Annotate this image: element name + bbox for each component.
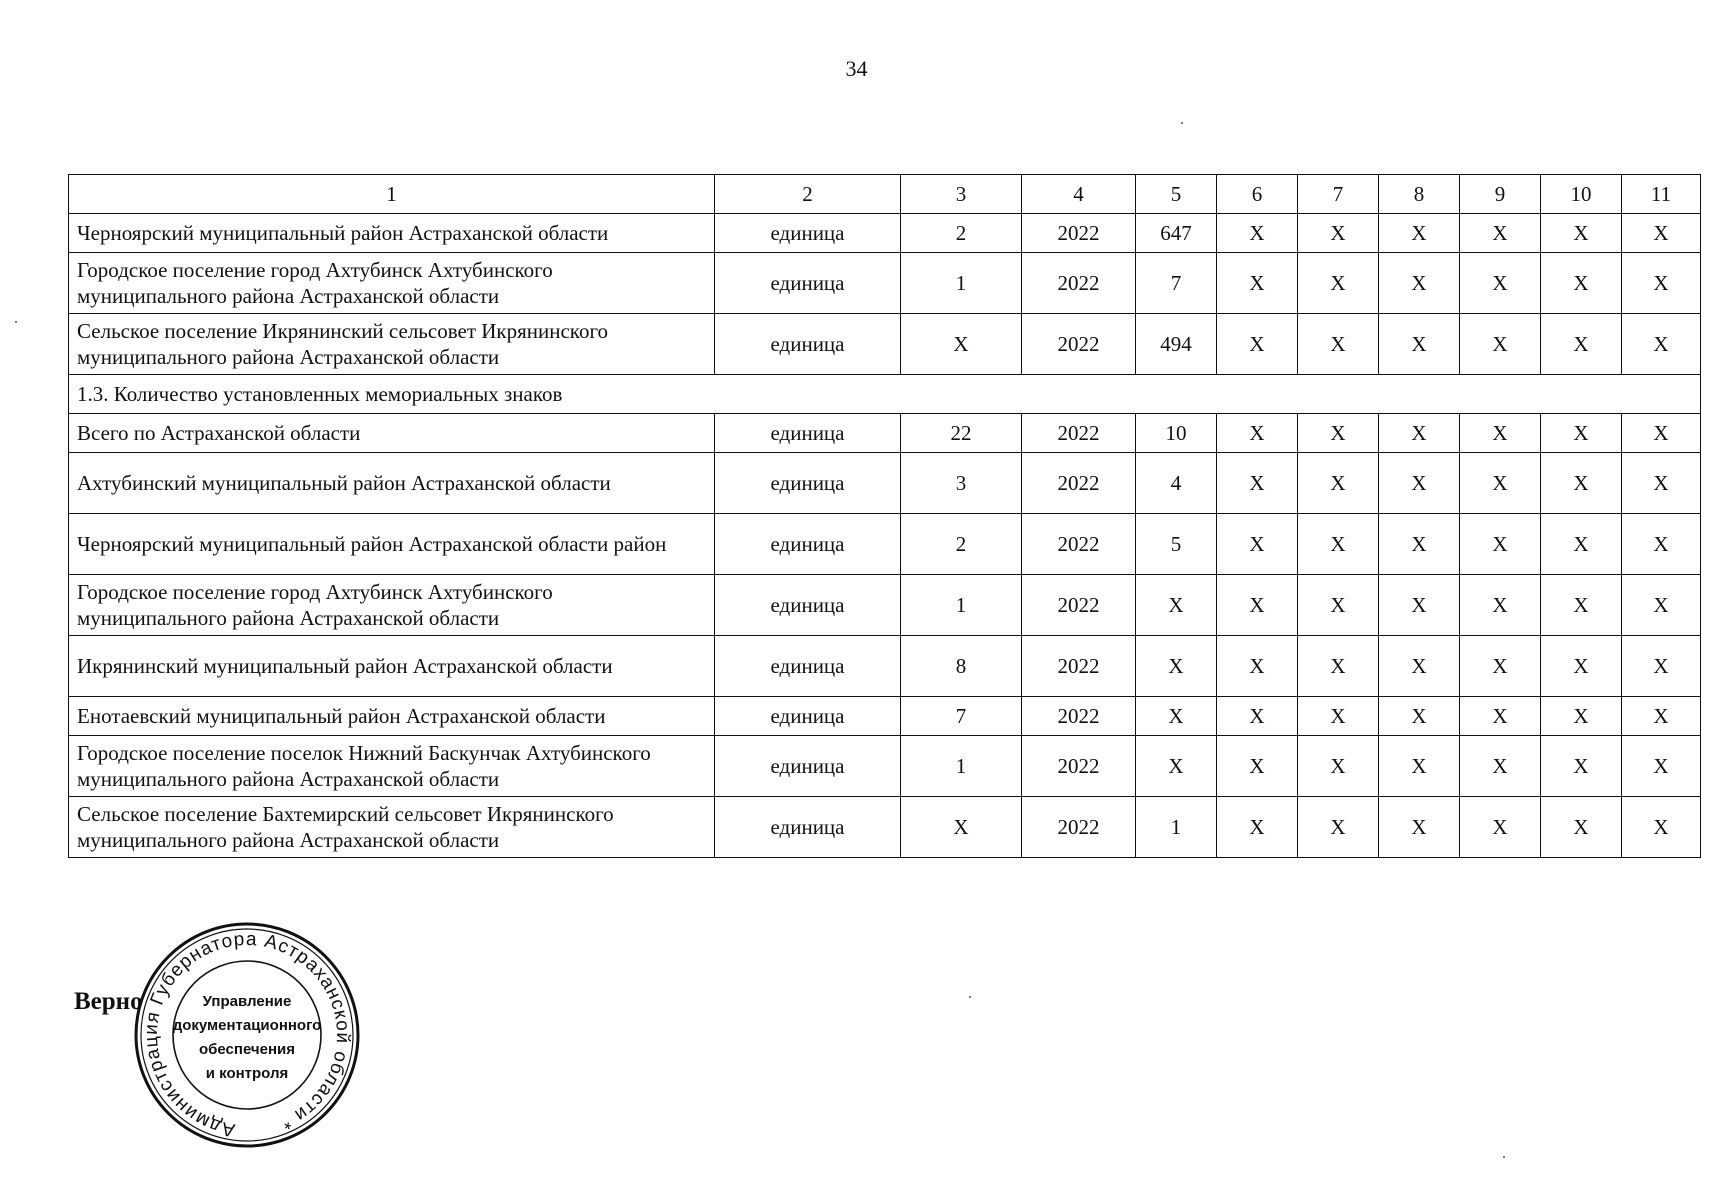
row-name: Сельское поселение Икрянинский сельсовет Икрянинского муниципального района Астраханской области (69, 314, 715, 375)
table-row (69, 575, 1701, 636)
row-cell: Х (1460, 253, 1541, 314)
seal-center-line: и контроля (205, 1065, 289, 1082)
row-cell: Х (1379, 214, 1460, 253)
row-cell: Х (1298, 414, 1379, 453)
row-cell: Х (1217, 453, 1298, 514)
row-cell: Х (1379, 414, 1460, 453)
row-name: Енотаевский муниципальный район Астраханской области (69, 697, 715, 736)
scan-speck (15, 321, 17, 323)
row-cell: Х (1541, 214, 1622, 253)
row-cell: Х (1622, 414, 1701, 453)
row-cell: Х (1622, 736, 1701, 797)
row-cell: Х (901, 797, 1022, 858)
table-row (69, 453, 1701, 514)
row-cell: Х (1217, 214, 1298, 253)
row-cell: 1 (901, 253, 1022, 314)
row-cell: 2 (901, 514, 1022, 575)
row-cell: Х (1460, 575, 1541, 636)
row-cell: Х (1460, 514, 1541, 575)
row-cell: Х (1622, 514, 1701, 575)
row-cell: Х (1541, 314, 1622, 375)
row-cell: 1 (901, 575, 1022, 636)
row-name: Черноярский муниципальный район Астраханской области район (69, 514, 715, 575)
row-cell: Х (1541, 575, 1622, 636)
row-cell: Х (1460, 797, 1541, 858)
row-unit: единица (715, 736, 901, 797)
row-cell: Х (1379, 697, 1460, 736)
row-cell: Х (1136, 575, 1217, 636)
row-cell: Х (1379, 575, 1460, 636)
row-cell: 7 (901, 697, 1022, 736)
row-cell: Х (1622, 253, 1701, 314)
header-cell: 9 (1460, 175, 1541, 214)
row-cell: Х (1379, 636, 1460, 697)
row-cell: Х (1217, 314, 1298, 375)
row-cell: Х (1541, 414, 1622, 453)
row-cell: Х (1136, 636, 1217, 697)
table-row (69, 414, 1701, 453)
row-cell: 2022 (1022, 253, 1136, 314)
row-cell: Х (1460, 697, 1541, 736)
row-unit: единица (715, 636, 901, 697)
row-cell: Х (1460, 314, 1541, 375)
row-unit: единица (715, 414, 901, 453)
scan-speck (1181, 122, 1183, 124)
table-row (69, 736, 1701, 797)
row-cell: Х (901, 314, 1022, 375)
row-name: Ахтубинский муниципальный район Астраханской области (69, 453, 715, 514)
row-cell: Х (1298, 697, 1379, 736)
row-cell: Х (1298, 453, 1379, 514)
row-cell: Х (1622, 797, 1701, 858)
row-name: Икрянинский муниципальный район Астраханской области (69, 636, 715, 697)
row-cell: Х (1622, 636, 1701, 697)
row-cell: Х (1217, 636, 1298, 697)
row-cell: 3 (901, 453, 1022, 514)
row-cell: Х (1136, 736, 1217, 797)
header-cell: 1 (69, 175, 715, 214)
seal-ring-text: Администрация Губернатора Астраханской области * (140, 928, 354, 1141)
row-unit: единица (715, 797, 901, 858)
row-cell: 2022 (1022, 575, 1136, 636)
row-name: Городское поселение город Ахтубинск Ахтубинского муниципального района Астраханской области (69, 253, 715, 314)
header-cell: 5 (1136, 175, 1217, 214)
row-cell: 494 (1136, 314, 1217, 375)
row-cell: Х (1541, 697, 1622, 736)
row-cell: 2022 (1022, 514, 1136, 575)
header-cell: 7 (1298, 175, 1379, 214)
row-cell: 22 (901, 414, 1022, 453)
row-cell: 5 (1136, 514, 1217, 575)
row-cell: Х (1379, 736, 1460, 797)
row-cell: 2022 (1022, 636, 1136, 697)
row-cell: Х (1217, 253, 1298, 314)
table-row (69, 214, 1701, 253)
header-cell: 2 (715, 175, 901, 214)
page-number: 34 (845, 56, 868, 81)
row-cell: Х (1217, 736, 1298, 797)
header-cell: 6 (1217, 175, 1298, 214)
row-cell: 1 (1136, 797, 1217, 858)
row-cell: 10 (1136, 414, 1217, 453)
row-unit: единица (715, 253, 901, 314)
row-cell: 2022 (1022, 214, 1136, 253)
data-table (68, 174, 1701, 858)
header-cell: 11 (1622, 175, 1701, 214)
row-cell: Х (1379, 453, 1460, 514)
signature-label: Верно (74, 988, 143, 1015)
header-row (69, 175, 1701, 214)
row-cell: Х (1622, 575, 1701, 636)
row-cell: Х (1298, 736, 1379, 797)
row-cell: Х (1541, 736, 1622, 797)
header-cell: 8 (1379, 175, 1460, 214)
row-cell: Х (1460, 453, 1541, 514)
table-row (69, 797, 1701, 858)
row-cell: 2022 (1022, 414, 1136, 453)
row-cell: Х (1379, 253, 1460, 314)
row-name: Черноярский муниципальный район Астраханской области (69, 214, 715, 253)
row-unit: единица (715, 575, 901, 636)
row-cell: Х (1541, 514, 1622, 575)
row-cell: Х (1460, 214, 1541, 253)
row-cell: Х (1460, 414, 1541, 453)
section-row (69, 375, 1701, 414)
row-cell: Х (1217, 575, 1298, 636)
row-cell: 4 (1136, 453, 1217, 514)
row-cell: Х (1298, 214, 1379, 253)
row-cell: 2022 (1022, 453, 1136, 514)
row-cell: Х (1379, 514, 1460, 575)
seal-center-line: Управление (202, 993, 292, 1010)
row-cell: 2022 (1022, 736, 1136, 797)
row-unit: единица (715, 514, 901, 575)
row-cell: Х (1379, 314, 1460, 375)
row-cell: Х (1217, 797, 1298, 858)
row-unit: единица (715, 314, 901, 375)
row-cell: Х (1541, 453, 1622, 514)
scan-speck (969, 996, 971, 998)
row-cell: Х (1622, 453, 1701, 514)
header-cell: 3 (901, 175, 1022, 214)
table-row (69, 514, 1701, 575)
row-cell: 8 (901, 636, 1022, 697)
table-row (69, 697, 1701, 736)
row-cell: Х (1217, 514, 1298, 575)
official-seal (132, 920, 362, 1150)
row-cell: Х (1460, 636, 1541, 697)
row-cell: Х (1298, 514, 1379, 575)
row-unit: единица (715, 214, 901, 253)
row-cell: Х (1298, 314, 1379, 375)
row-cell: 2022 (1022, 697, 1136, 736)
section-title: 1.3. Количество установленных мемориальных знаков (69, 375, 1701, 414)
header-cell: 4 (1022, 175, 1136, 214)
row-cell: Х (1541, 636, 1622, 697)
row-name: Городское поселение поселок Нижний Баскунчак Ахтубинского муниципального района Астраханской области (69, 736, 715, 797)
row-cell: Х (1379, 797, 1460, 858)
row-cell: 2022 (1022, 797, 1136, 858)
row-cell: 647 (1136, 214, 1217, 253)
table-row (69, 636, 1701, 697)
row-name: Сельское поселение Бахтемирский сельсовет Икрянинского муниципального района Астраханской области (69, 797, 715, 858)
row-cell: 2022 (1022, 314, 1136, 375)
table-row (69, 253, 1701, 314)
row-cell: Х (1298, 636, 1379, 697)
row-cell: Х (1622, 697, 1701, 736)
row-cell: Х (1298, 575, 1379, 636)
row-name: Всего по Астраханской области (69, 414, 715, 453)
row-cell: Х (1298, 797, 1379, 858)
header-cell: 10 (1541, 175, 1622, 214)
row-cell: 7 (1136, 253, 1217, 314)
row-cell: 1 (901, 736, 1022, 797)
row-unit: единица (715, 453, 901, 514)
row-cell: Х (1217, 697, 1298, 736)
row-cell: Х (1541, 253, 1622, 314)
row-cell: Х (1460, 736, 1541, 797)
row-cell: 2 (901, 214, 1022, 253)
row-unit: единица (715, 697, 901, 736)
row-cell: Х (1541, 797, 1622, 858)
row-cell: Х (1136, 697, 1217, 736)
row-cell: Х (1622, 314, 1701, 375)
row-cell: Х (1622, 214, 1701, 253)
table-row (69, 314, 1701, 375)
row-cell: Х (1298, 253, 1379, 314)
seal-center-line: обеспечения (198, 1041, 296, 1058)
seal-center-line: документационного (172, 1017, 322, 1034)
row-name: Городское поселение город Ахтубинск Ахтубинского муниципального района Астраханской области (69, 575, 715, 636)
scan-speck (1503, 1156, 1505, 1158)
row-cell: Х (1217, 414, 1298, 453)
